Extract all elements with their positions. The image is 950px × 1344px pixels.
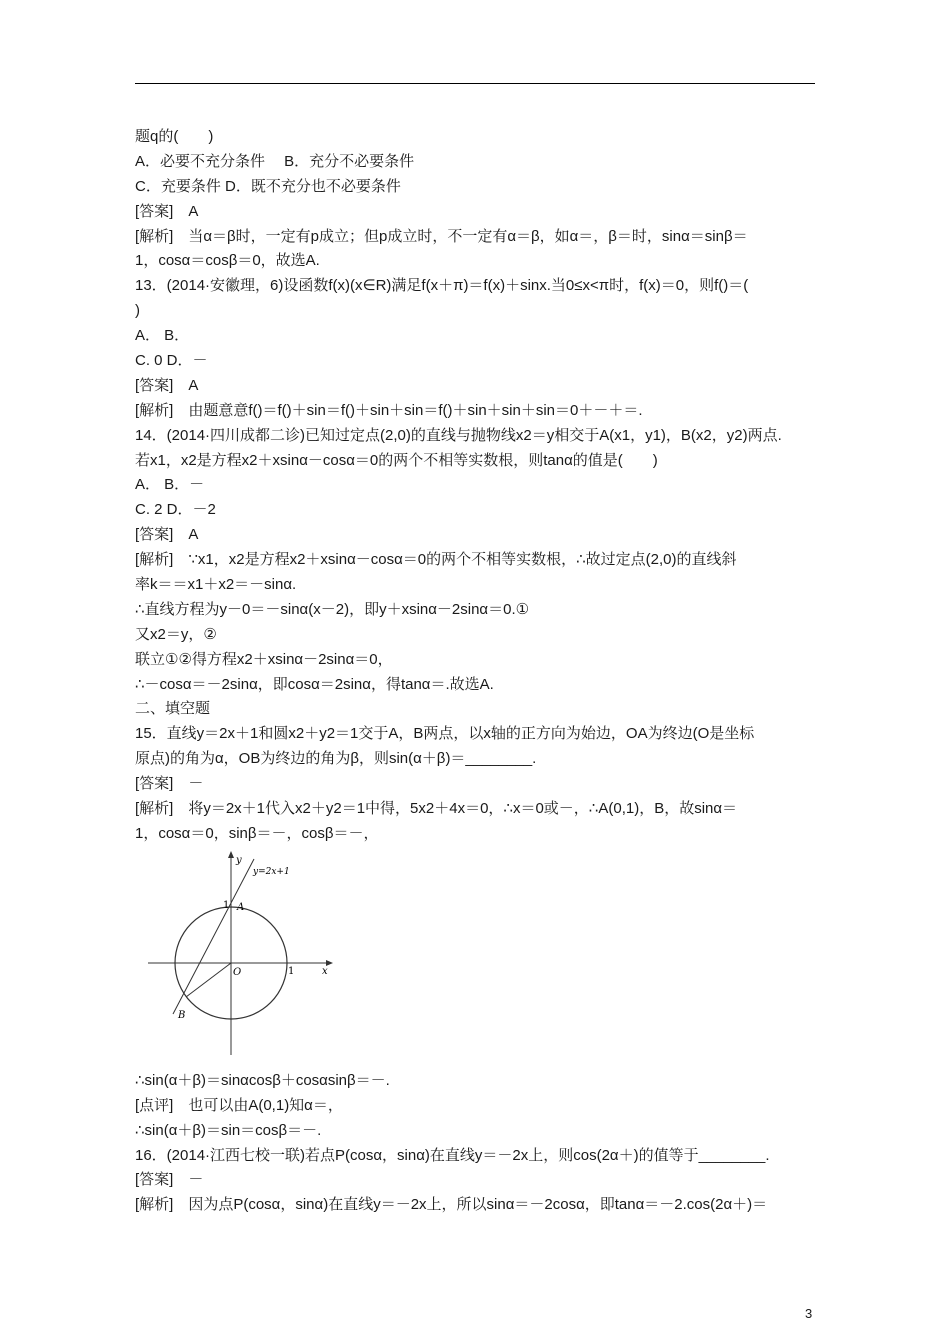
text-line: 15．直线y＝2x＋1和圆x2＋y2＝1交于A，B两点，以x轴的正方向为始边，OA为终边(O是坐标 [135, 725, 755, 743]
text-line: A． B．－ [135, 476, 205, 494]
text-line: 16．(2014·江西七校一联)若点P(cosα，sinα)在直线y＝－2x上，则cos(2α＋)的值等于________. [135, 1146, 770, 1164]
text-line: ∴sin(α＋β)＝sin＝cosβ＝－. [135, 1121, 322, 1139]
section-heading: 二、填空题 [135, 700, 211, 718]
text-line: [解析] 当α＝β时，一定有p成立；但p成立时，不一定有α＝β，如α＝，β＝时，sinα＝sinβ＝ [135, 227, 748, 245]
text-line: 1，cosα＝0，sinβ＝－，cosβ＝－， [135, 824, 379, 842]
text-line: 原点)的角为α，OB为终边的角为β，则sin(α＋β)＝________. [135, 750, 537, 768]
text-line: [点评] 也可以由A(0,1)知α＝， [135, 1096, 343, 1114]
text-line: [答案] － [135, 775, 204, 793]
unit-circle-figure [140, 850, 340, 1060]
point-b-label: B [178, 1010, 186, 1021]
text-line: [解析] 由题意意f()＝f()＋sin＝f()＋sin＋sin＝f()＋sin＋sin＋sin＝0＋－＋＝. [135, 401, 643, 419]
x-tick-label: 1 [288, 966, 295, 977]
text-line: 14．(2014·四川成都二诊)已知过定点(2,0)的直线与抛物线x2＝y相交于A(x1，y1)，B(x2，y2)两点. [135, 426, 782, 444]
point-a-label: A [237, 902, 245, 913]
y-axis-label: y [236, 855, 242, 866]
text-line: 若x1，x2是方程x2＋xsinα－cosα＝0的两个不相等实数根，则tanα的值是( ) [135, 451, 658, 469]
text-line: C. 0 D．－ [135, 352, 208, 370]
line-label: y=2x+1 [253, 867, 290, 877]
figure-svg [140, 850, 340, 1060]
text-line: ∴－cosα＝－2sinα，即cosα＝2sinα，得tanα＝.故选A. [135, 675, 494, 693]
x-axis-label: x [322, 966, 328, 977]
text-line: 联立①②得方程x2＋xsinα－2sinα＝0， [135, 650, 393, 668]
text-line: [解析] 将y＝2x＋1代入x2＋y2＝1中得，5x2＋4x＝0，∴x＝0或－，∴A(0,1)，B，故sinα＝ [135, 800, 738, 818]
text-line: 13．(2014·安徽理，6)设函数f(x)(x∈R)满足f(x＋π)＝f(x)＋sinx.当0≤x<π时，f(x)＝0，则f()＝( [135, 277, 749, 295]
y-tick-label: 1 [223, 900, 230, 911]
text-line: 1，cosα＝cosβ＝0，故选A. [135, 252, 320, 270]
text-line: ∴直线方程为y－0＝－sinα(x－2)，即y＋xsinα－2sinα＝0.① [135, 600, 530, 618]
text-line: 率k＝＝x1＋x2＝－sinα. [135, 576, 297, 594]
segment-ob [186, 963, 231, 997]
text-line: C．充要条件 D．既不充分也不必要条件 [135, 177, 401, 195]
text-line: [解析] ∵x1，x2是方程x2＋xsinα－cosα＝0的两个不相等实数根，∴故过定点(2,0)的直线斜 [135, 551, 737, 569]
text-line: A． B． [135, 327, 190, 345]
text-line: C. 2 D．－2 [135, 501, 216, 519]
text-line: 题q的( ) [135, 128, 214, 145]
text-block-top [135, 125, 815, 847]
origin-label: O [233, 967, 242, 978]
text-line: [答案] A [135, 376, 199, 394]
text-block-bottom [135, 1069, 815, 1218]
text-line: [答案] A [135, 526, 199, 544]
text-line: 又x2＝y，② [135, 625, 217, 643]
text-line: ∴sin(α＋β)＝sinαcosβ＋cosαsinβ＝－. [135, 1071, 390, 1089]
header-rule [135, 83, 815, 84]
text-line: [答案] － [135, 1171, 204, 1189]
text-line: ) [135, 302, 140, 320]
text-line: A．必要不充分条件 B．充分不必要条件 [135, 152, 415, 170]
text-line: [答案] A [135, 202, 199, 220]
text-line: [解析] 因为点P(cosα，sinα)在直线y＝－2x上，所以sinα＝－2cosα，即tanα＝－2.cos(2α＋)＝ [135, 1196, 768, 1214]
line-y-2x-1 [173, 859, 254, 1014]
page-number: 3 [805, 1306, 813, 1321]
